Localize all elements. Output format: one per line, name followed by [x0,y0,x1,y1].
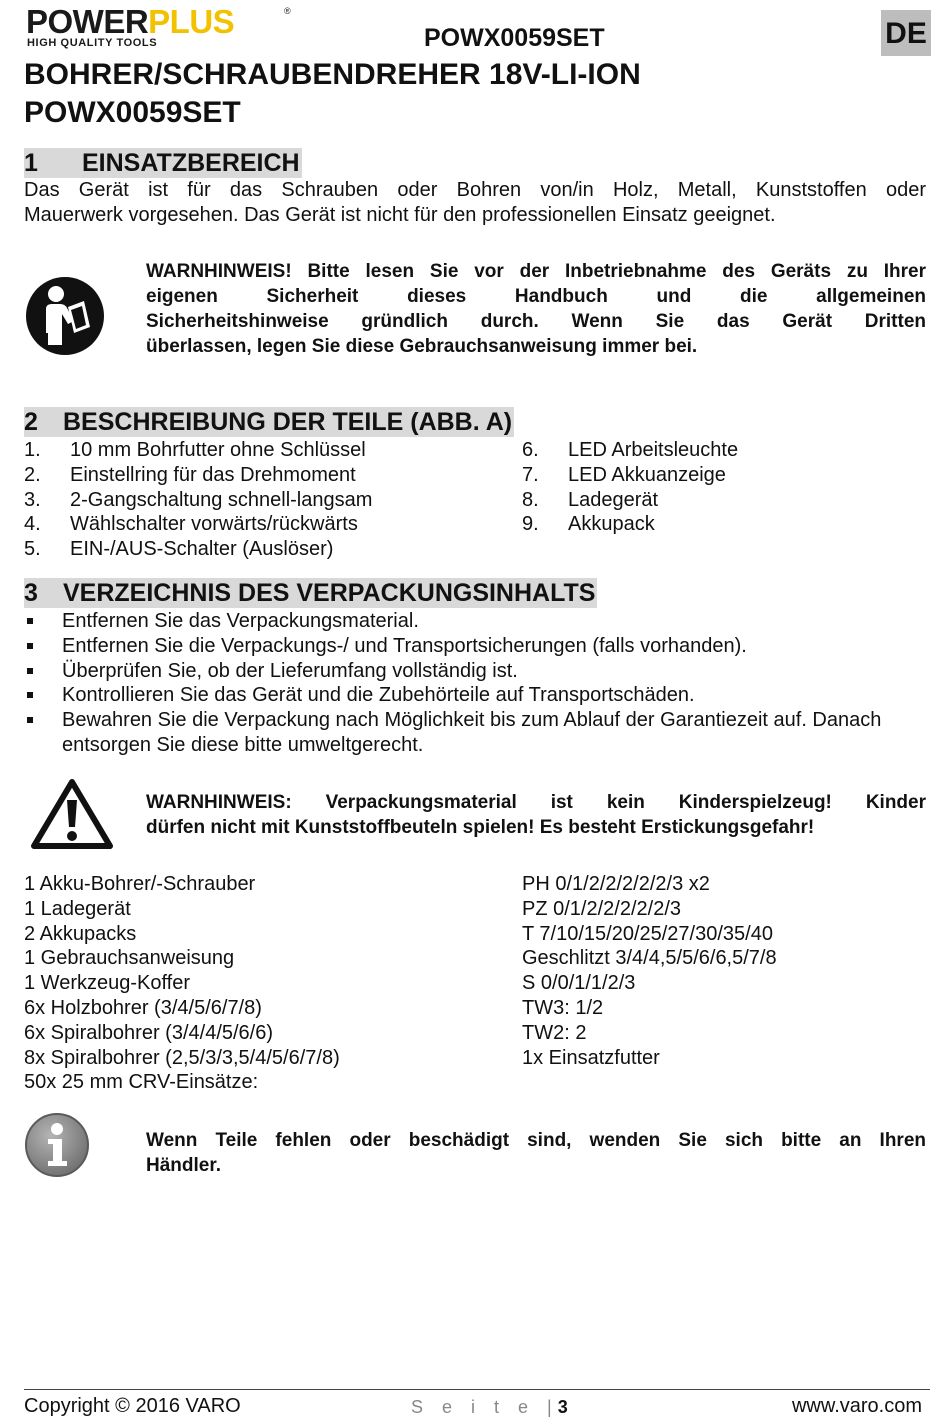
parts-list-left [24,438,372,562]
warning-line: WARNHINWEIS: Verpackungsmaterial ist kein Kinderspielzeug! Kinder [146,792,926,813]
section-number: 1 [24,149,38,177]
info-missing-parts [146,1128,926,1178]
list-item: Geschlitzt 3/4/4,5/5/6/6,5/7/8 [522,947,777,970]
powerplus-logo [26,4,296,50]
section-heading-3 [24,578,597,608]
language-badge: DE [881,10,931,56]
footer-website: www.varo.com [791,1395,922,1417]
list-item: PH 0/1/2/2/2/2/2/3 x2 [522,873,710,895]
list-item [24,634,926,659]
body-line: Das Gerät ist für das Schrauben oder Bohren von/in Holz, Metall, Kunststoffen oder [24,179,926,201]
packaging-steps [24,609,926,758]
list-item: 50x 25 mm CRV-Einsätze: [24,1071,259,1094]
warning-packaging [146,790,926,840]
bullet-icon [27,643,33,649]
warning-read-manual [146,259,926,359]
item-number: 7. [522,463,539,486]
footer-divider [24,1389,930,1390]
section-title: VERZEICHNIS DES VERPACKUNGSINHALTS [63,579,596,607]
item-number: 5. [24,538,41,561]
item-text: Bewahren Sie die Verpackung nach Möglichkeit bis zum Ablauf der Garantiezeit auf. Danach entsorgen Sie diese bitte umweltgerecht. [62,709,882,756]
header-model: POWX0059SET [424,24,605,52]
list-item: 1x Einsatzfutter [522,1046,660,1069]
list-item: 1 Gebrauchsanweisung [24,947,235,970]
bullet-icon [27,618,33,624]
list-item [24,438,372,463]
footer-page [411,1397,568,1418]
item-text: 10 mm Bohrfutter ohne Schlüssel [70,439,366,461]
list-item [522,512,738,537]
item-text: LED Arbeitsleuchte [568,439,739,461]
list-item: PZ 0/1/2/2/2/2/2/3 [522,897,681,920]
section-number: 3 [24,579,38,607]
item-number: 2. [24,463,41,486]
list-item: 1 Ladegerät [24,897,131,920]
list-item: 1 Werkzeug-Koffer [24,972,191,995]
bullet-icon [27,692,33,698]
warning-line: WARNHINWEIS! Bitte lesen Sie vor der Inbetriebnahme des Geräts zu Ihrer [146,261,926,282]
info-line: Wenn Teile fehlen oder beschädigt sind, wenden Sie sich bitte an Ihren [146,1130,926,1151]
item-text: Einstellring für das Drehmoment [70,463,356,486]
warning-triangle-icon [30,778,114,850]
item-text: Ladegerät [568,488,659,511]
section-title: EINSATZBEREICH [82,149,300,177]
item-text: Entfernen Sie das Verpackungsmaterial. [62,610,419,632]
read-manual-icon [24,275,106,357]
item-text: Kontrollieren Sie das Gerät und die Zubehörteile auf Transportschäden. [62,684,695,707]
warning-line: überlassen, legen Sie diese Gebrauchsanweisung immer bei. [146,336,698,357]
item-text: Akkupack [568,513,655,536]
bullet-icon [27,717,33,723]
logo-registered-mark: ® [284,6,291,16]
item-number: 3. [24,488,41,511]
title-line-1: BOHRER/SCHRAUBENDREHER 18V-LI-ION [24,58,641,91]
list-item: TW2: 2 [522,1021,587,1044]
list-item [24,512,372,537]
list-item [24,708,892,758]
logo-wordmark [26,4,234,40]
item-number: 9. [522,513,539,536]
list-item: 8x Spiralbohrer (2,5/3/3,5/4/5/6/7/8) [24,1046,340,1069]
list-item: 6x Holzbohrer (3/4/5/6/7/8) [24,996,262,1019]
title-line-2: POWX0059SET [24,96,241,129]
item-text: LED Akkuanzeige [568,463,726,486]
list-item: TW3: 1/2 [522,996,604,1019]
page-separator: | [547,1397,552,1417]
section1-body [24,178,926,228]
list-item: T 7/10/15/20/25/27/30/35/40 [522,922,773,945]
logo-tagline: HIGH QUALITY TOOLS [27,37,158,49]
list-item: 1 Akku-Bohrer/-Schrauber [24,873,256,895]
info-icon [24,1112,90,1178]
page-number: 3 [557,1397,568,1417]
footer-copyright: Copyright © 2016 VARO [24,1395,241,1417]
list-item [24,488,372,513]
list-item [24,683,926,708]
list-item: S 0/0/1/1/2/3 [522,972,636,995]
document-title [24,56,641,132]
item-number: 6. [522,439,539,461]
body-line: Mauerwerk vorgesehen. Das Gerät ist nicht für den professionellen Einsatz geeignet. [24,204,776,226]
logo-power: POWER [26,3,149,40]
section-heading-1 [24,148,302,178]
logo-plus: PLUS [148,3,235,40]
section-number: 2 [24,408,38,436]
list-item [522,463,738,488]
bullet-icon [27,668,33,674]
list-item [24,609,926,634]
info-line: Händler. [146,1155,221,1176]
section-heading-2 [24,407,514,437]
item-number: 8. [522,488,539,511]
warning-line: Sicherheitshinweise gründlich durch. Wenn Sie das Gerät Dritten [146,311,926,332]
page-label: S e i t e [411,1397,536,1417]
list-item [24,537,372,562]
item-text: Entfernen Sie die Verpackungs-/ und Transportsicherungen (falls vorhanden). [62,634,747,657]
parts-list-right [522,438,738,537]
item-text: Wählschalter vorwärts/rückwärts [70,513,358,536]
contents-list-right [522,872,777,1070]
item-text: EIN-/AUS-Schalter (Auslöser) [70,538,334,561]
contents-list-left [24,872,340,1095]
list-item [24,463,372,488]
item-number: 1. [24,439,41,461]
item-text: Überprüfen Sie, ob der Lieferumfang vollständig ist. [62,659,518,682]
list-item: 6x Spiralbohrer (3/4/4/5/6/6) [24,1021,274,1044]
list-item: 2 Akkupacks [24,922,137,945]
list-item [522,488,738,513]
item-text: 2-Gangschaltung schnell-langsam [70,488,373,511]
warning-line: dürfen nicht mit Kunststoffbeuteln spielen! Es besteht Erstickungsgefahr! [146,817,815,838]
section-title: BESCHREIBUNG DER TEILE (ABB. A) [63,408,513,436]
list-item [24,659,926,684]
warning-line: eigenen Sicherheit dieses Handbuch und die allgemeinen [146,286,926,307]
list-item [522,438,738,463]
item-number: 4. [24,513,41,536]
